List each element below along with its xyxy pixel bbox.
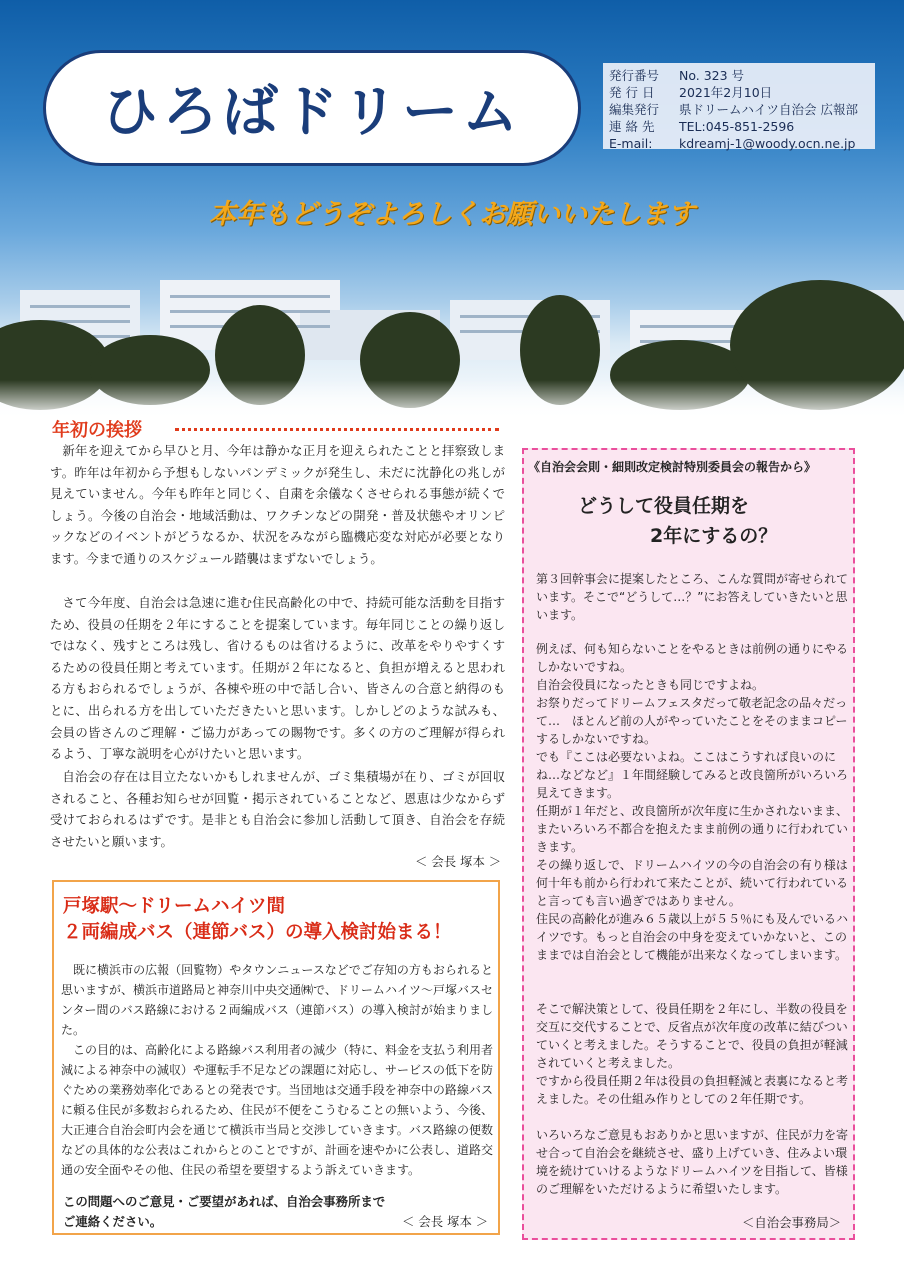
info-row: 編集発行 県ドリームハイツ自治会 広報部 (609, 102, 858, 117)
bus-paragraph-1: 既に横浜市の広報（回覧物）やタウンニュースなどでご存知の方もおられると思いますが、横浜市道路局と神奈川中央交通㈱で、ドリームハイツ～戸塚バスセンター間のバス路線における２両編成バス（連節バス）の導入検討が始まりました。 (61, 963, 493, 1037)
greeting-paragraph-1: 新年を迎えてから早ひと月、今年は静かな正月を迎えられたことと拝察致します。昨年は年初から予想もしないパンデミックが発生し、未だに沈静化の兆しが見えていません。今年も昨年と同じく、自粛を余儀なくさせられる事態が続くでしょう。今後の自治会・地域活動は、ワクチンなどの開発・普及状態やオリンピックなどのイベントがどうなるか、状況をみながら臨機応変な対応が必要となります。今まで通りのスケジュール踏襲はまずないでしょう。 (50, 443, 505, 566)
report-title-line-2: 2年にするの？ (650, 525, 778, 547)
info-row: 発 行 日 2021年2月10日 (609, 85, 773, 100)
report-paragraph-1: 第３回幹事会に提案したところ、こんな質問が寄せられています。そこで“どうして…？”にお答えしていきたいと思います。 (536, 572, 849, 622)
info-row: E-mail: kdreamj-1@woody.ocn.ne.jp (609, 136, 856, 151)
title-box (43, 50, 581, 166)
info-row: 発行番号 No. 323 号 (609, 68, 745, 83)
info-row: 連 絡 先 TEL:045-851-2596 (609, 119, 795, 134)
new-year-greeting: 本年もどうぞよろしくお願いいたします (209, 199, 695, 230)
bus-title-line-2: ２両編成バス（連節バス）の導入検討始まる！ (63, 922, 452, 943)
report-paragraph-4: そこで解決策として、役員任期を２年にし、半数の役員を交互に交代することで、反省点が次年度の改革に結びついていくと考えました。そうすることで、役員の負担が軽減されていくと考えました。 ですから役員任期２年は役員の負担軽減と表裏になると考えました。その仕組み作りとしての２年任期です。 (536, 1002, 849, 1106)
bus-signature: ＜ 会長 塚本 ＞ (402, 1214, 489, 1229)
header-photo (0, 0, 904, 420)
report-title-line-1: どうして役員任期を (578, 495, 750, 517)
report-paragraph-5: いろいろなご意見もおありかと思いますが、住民が力を寄せ合って自治会を継続させ、盛り上げていき、住みよい環境を続けていけるようなドリームハイツを目指して、皆様のご理解をいただけるように希望いたします。 (536, 1128, 849, 1196)
apartment-scenery (0, 270, 904, 420)
section-title-greeting: 年初の挨拶 (52, 420, 142, 441)
greeting-paragraph-2: さて今年度、自治会は急速に進む住民高齢化の中で、持続可能な活動を目指すため、役員の任期を２年にすることを提案しています。毎年同じことの繰り返しではなく、残すところは残し、省けるものは省けるように、改革をやりやすくするための役員任期と考えています。任期が２年になると、負担が増えると思われる方もおられるでしょうが、各棟や班の中で話し合い、皆さんの合意と納得のもとに、出られる方を出していただきたいと思います。しかしどのような試みも、会員の皆さんのご理解・ご協力があっての賜物です。多くの方のご理解が得られるよう、丁寧な説明を心がけたいと思います。 (50, 595, 505, 762)
bus-contact-line-2: ご連絡ください。 (63, 1214, 163, 1229)
report-paragraph-3: その繰り返しで、ドリームハイツの今の自治会の有り様は何十年も前から行われて来たことが、続いて行われていると言っても言い過ぎではありません。 住民の高齢化が進み６５歳以上が５５％にも及んでいるハイツです。もっと自治会の中身を変えていかないと、このままでは自治会として機能が出来なくなってしまいます。 (536, 858, 849, 962)
bus-title-line-1: 戸塚駅～ドリームハイツ間 (63, 896, 286, 917)
report-paragraph-2: 例えば、何も知らないことをやるときは前例の通りにやるしかないですね。 自治会役員になったときも同じですよね。 お祭りだってドリームフェスタだって敬老記念の品々だって… ほとんど前の人がやっていたことをそのままコピーするしかないですね。 でも『ここは必要ないよね。ここはこうすれば良いのにね…などなど』１年間経験してみると改良箇所がいろいろ見えてきます。 任期が１年だと、改良箇所が次年度に生かされないまま、またいろいろ不都合を抱えたまま前例の通りに行われていきます。 (536, 642, 849, 854)
greeting-paragraph-3: 自治会の存在は目立たないかもしれませんが、ゴミ集積場が在り、ゴミが回収されること、各種お知らせが回覧・掲示されていることなど、恩恵は少なからず受けておられるはずです。是非とも自治会に参加し活動して頂き、自治会を存続させたいと願います。 (50, 769, 505, 849)
publication-info (603, 63, 875, 149)
dotted-rule (175, 428, 499, 431)
bus-paragraph-2: この目的は、高齢化による路線バス利用者の減少（特に、料金を支払う利用者減による神奈中の減収）や運転手不足などの課題に対応し、サービスの低下を防ぐための業務効率化であるとの発表です。当団地は交通手段を神奈中の路線バスに頼る住民が多数おられるため、住民が不便をこうむることの無いよう、今後、大正連合自治会町内会を通じて横浜市当局と交渉していきます。バス路線の便数などの具体的な公表はこれからとのことですが、計画を速やかに公表し、道路交通の安全面やその他、住民の希望を要望するよう訴えていきます。 (61, 1043, 494, 1177)
bus-contact-line-1: この問題へのご意見・ご要望があれば、自治会事務所まで (63, 1194, 386, 1209)
report-header: 《自治会会則・細則改定検討特別委員会の報告から》 (528, 460, 817, 474)
newsletter-title: ひろばドリーム (102, 80, 522, 145)
report-signature: ＜自治会事務局＞ (742, 1215, 842, 1230)
greeting-signature: ＜ 会長 塚本 ＞ (415, 854, 502, 869)
